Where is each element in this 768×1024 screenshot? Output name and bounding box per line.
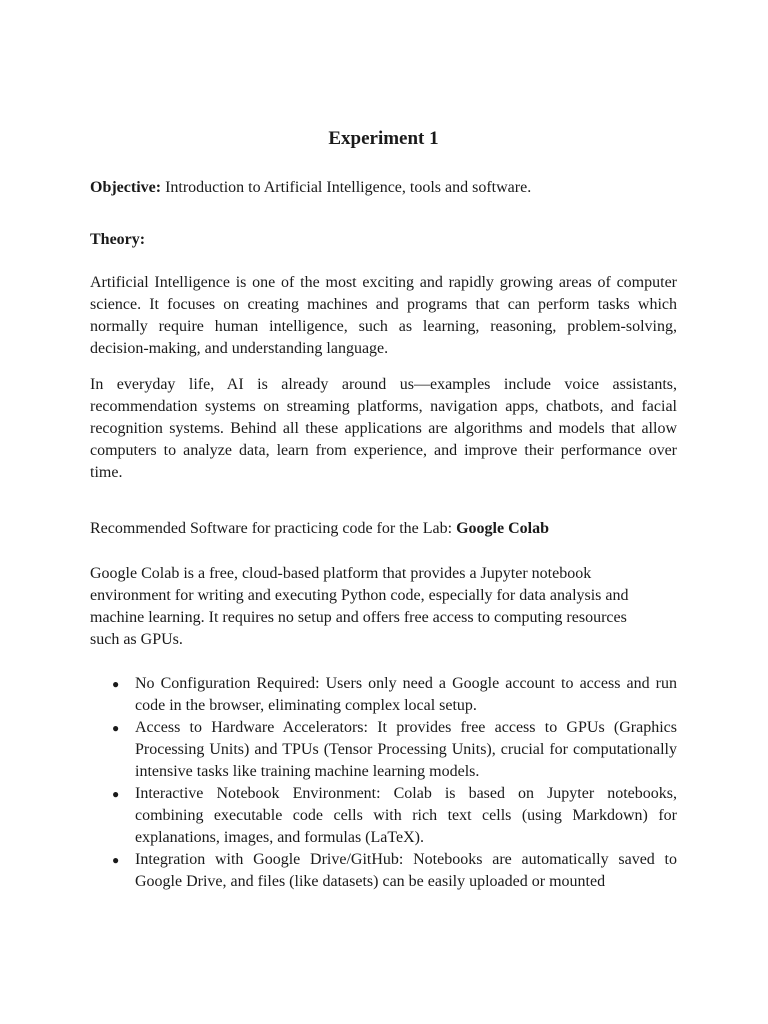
- software-name: Google Colab: [456, 520, 549, 537]
- bullet-icon: ●: [112, 853, 120, 867]
- list-item-text: Access to Hardware Accelerators: It provides free access to GPUs (Graphics Processing Units) and TPUs (Tensor Processing Units), crucial for computationally intensive tasks like training machine learning models.: [135, 719, 677, 780]
- objective-line: [90, 177, 677, 199]
- software-prefix: Recommended Software for practicing code for the Lab:: [90, 520, 457, 537]
- feature-list: [90, 673, 677, 893]
- colab-paragraph: Google Colab is a free, cloud-based platform that provides a Jupyter notebook environment for writing and executing Python code, especially for data analysis and machine learning. It requires no setup and offers free access to computing resources such as GPUs.: [90, 565, 629, 648]
- theory-paragraph-1: Artificial Intelligence is one of the most exciting and rapidly growing areas of computer science. It focuses on creating machines and programs that can perform tasks which normally require human intelligence, such as learning, reasoning, problem-solving, decision-making, and understanding language.: [90, 274, 677, 357]
- software-line: [90, 518, 677, 540]
- bullet-icon: ●: [112, 677, 120, 691]
- bullet-icon: ●: [112, 721, 120, 735]
- list-item: [90, 783, 677, 849]
- list-item: [90, 717, 677, 783]
- page-title: Experiment 1: [328, 128, 439, 149]
- list-item: [90, 849, 677, 893]
- list-item-text: Integration with Google Drive/GitHub: Notebooks are automatically saved to Google Drive, and files (like datasets) can be easily uploaded or mounted: [135, 851, 677, 890]
- objective-label: Objective:: [90, 179, 162, 196]
- objective-text: Introduction to Artificial Intelligence, tools and software.: [161, 179, 532, 196]
- theory-paragraph-2: In everyday life, AI is already around us—examples include voice assistants, recommendation systems on streaming platforms, navigation apps, chatbots, and facial recognition systems. Behind all these applications are algorithms and models that allow computers to analyze data, learn from experience, and improve their performance over time.: [90, 376, 677, 481]
- theory-heading: Theory:: [90, 231, 146, 248]
- bullet-icon: ●: [112, 787, 120, 801]
- list-item-text: No Configuration Required: Users only need a Google account to access and run code in the browser, eliminating complex local setup.: [135, 675, 677, 714]
- list-item: [90, 673, 677, 717]
- list-item-text: Interactive Notebook Environment: Colab is based on Jupyter notebooks, combining executable code cells with rich text cells (using Markdown) for explanations, images, and formulas (LaTeX).: [135, 785, 677, 846]
